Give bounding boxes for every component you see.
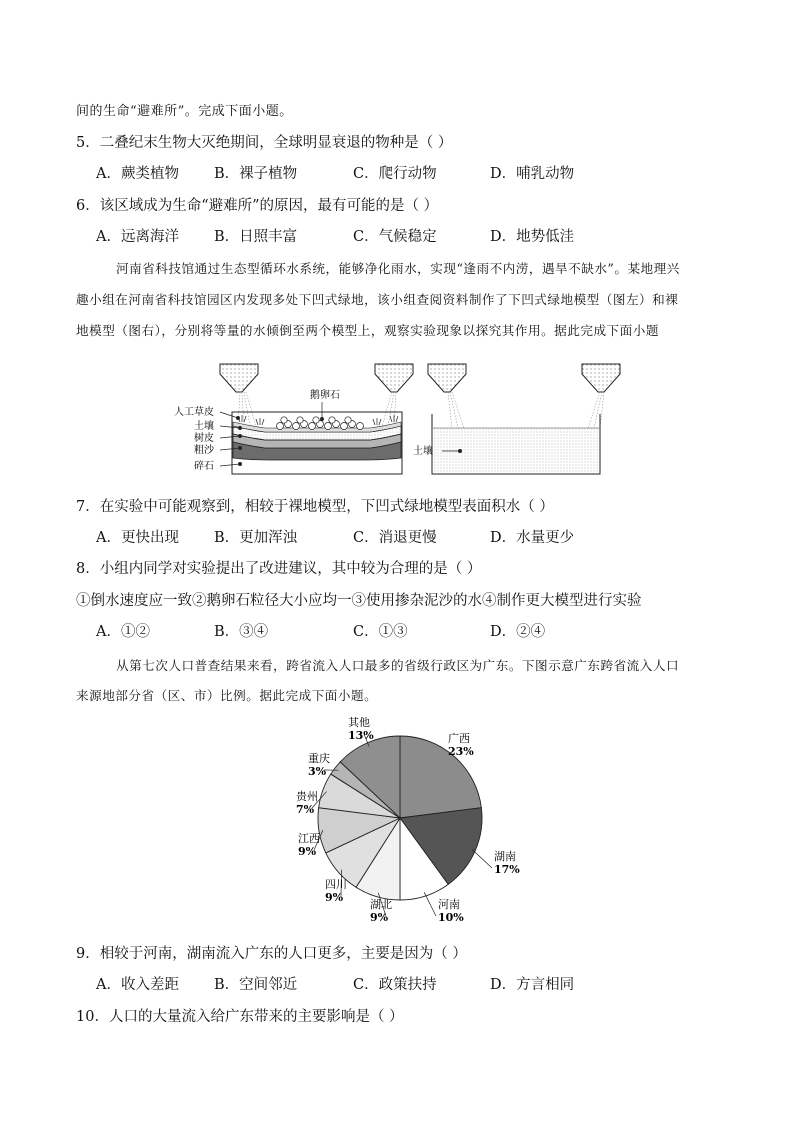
right-water-stream-2 [588, 392, 604, 428]
label-bark: 树皮 [194, 433, 214, 444]
bare-ground-model [432, 414, 600, 474]
pie-label-name-8: 其他 [348, 716, 370, 729]
q5-option-a[interactable]: A．蕨类植物 [96, 166, 179, 182]
q6-option-b[interactable]: B．日照丰富 [214, 229, 298, 245]
pie-label-name-3: 湖北 [370, 898, 392, 911]
pie-label-name-6: 贵州 [296, 790, 318, 803]
q8-suggestions: ①倒水速度应一致②鹅卵石粒径大小应均一③使用掺杂泥沙的水④制作更大模型进行实验 [76, 593, 642, 609]
pie-label-value-8: 13% [348, 729, 374, 742]
passage3-line1: 从第七次人口普查结果来看，跨省流入人口最多的省级行政区为广东。下图示意广东跨省流入人口 [116, 658, 680, 673]
pie-label-value-3: 9% [370, 911, 389, 924]
q5-option-b[interactable]: B．裸子植物 [214, 166, 298, 182]
passage2-line2: 趣小组在河南省科技馆园区内发现多处下凹式绿地，该小组查阅资料制作了下凹式绿地模型（图左）和裸 [76, 292, 679, 307]
q7-option-b[interactable]: B．更加浑浊 [214, 530, 298, 546]
q6-option-c[interactable]: C．气候稳定 [353, 229, 437, 245]
pie-label-name-2: 河南 [438, 898, 460, 911]
pie-leader-1 [472, 849, 492, 868]
q6-stem: 6．该区域成为生命“避难所”的原因，最有可能的是（ ） [76, 198, 439, 214]
passage2-line3: 地模型（图右），分别将等量的水倾倒至两个模型上，观察实验现象以探究其作用。据此完成下面小题 [76, 323, 659, 338]
experiment-models-figure [170, 356, 640, 481]
q7-option-c[interactable]: C．消退更慢 [353, 530, 437, 546]
q7-option-a[interactable]: A．更快出现 [96, 530, 179, 546]
label-soil: 土壤 [194, 421, 214, 432]
q8-option-c[interactable]: C．①③ [353, 624, 408, 640]
q9-option-a[interactable]: A．收入差距 [96, 977, 179, 993]
q9-option-b[interactable]: B．空间邻近 [214, 977, 298, 993]
concave-green-model [232, 412, 402, 474]
pie-label-value-2: 10% [438, 911, 464, 924]
q7-stem: 7．在实验中可能观察到，相较于裸地模型，下凹式绿地模型表面积水（ ） [76, 499, 554, 515]
q8-option-d[interactable]: D．②④ [490, 624, 546, 640]
label-cobble: 鹅卵石 [310, 390, 340, 401]
q7-option-d[interactable]: D．水量更少 [490, 530, 575, 546]
q9-stem: 9．相较于河南，湖南流入广东的人口更多，主要是因为（ ） [76, 946, 467, 962]
pie-leader-2 [424, 892, 436, 916]
q8-stem: 8．小组内同学对实验提出了改进建议，其中较为合理的是（ ） [76, 561, 482, 577]
pie-label-name-1: 湖南 [494, 850, 516, 863]
pie-label-value-6: 7% [296, 803, 315, 816]
pie-label-value-4: 9% [325, 891, 344, 904]
q5-stem: 5．二叠纪末生物大灭绝期间，全球明显衰退的物种是（ ） [76, 135, 453, 151]
q5-option-d[interactable]: D．哺乳动物 [490, 166, 575, 182]
middle-water-funnel-icon [375, 364, 413, 392]
left-water-stream [238, 392, 256, 426]
label-turf: 人工草皮 [174, 407, 214, 418]
pie-label-name-5: 江西 [298, 832, 320, 845]
pie-slices [318, 736, 482, 900]
right-water-stream-1 [448, 392, 464, 428]
right-water-funnel-icon-1 [428, 364, 466, 392]
q9-option-d[interactable]: D．方言相同 [490, 977, 575, 993]
passage3-line2: 来源地部分省（区、市）比例。据此完成下面小题。 [76, 688, 378, 703]
label-gravel: 碎石 [194, 461, 214, 472]
right-water-funnel-icon-2 [582, 364, 620, 392]
passage2-line1: 河南省科技馆通过生态型循环水系统，能够净化雨水，实现“逢雨不内涝，遇旱不缺水”。某地理兴 [116, 261, 680, 276]
q6-option-d[interactable]: D．地势低洼 [490, 229, 575, 245]
passage1-tail: 间的生命“避难所”。完成下面小题。 [76, 104, 293, 119]
pie-label-value-7: 3% [308, 765, 327, 778]
q9-option-c[interactable]: C．政策扶持 [353, 977, 437, 993]
label-soil-right: 土壤 [413, 446, 433, 457]
q10-stem: 10．人口的大量流入给广东带来的主要影响是（ ） [76, 1009, 404, 1025]
pie-label-value-0: 23% [448, 745, 474, 758]
pie-label-name-4: 四川 [325, 878, 347, 891]
q6-option-a[interactable]: A．远离海洋 [96, 229, 179, 245]
pie-label-value-1: 17% [494, 863, 520, 876]
q8-option-a[interactable]: A．①② [96, 624, 150, 640]
q8-option-b[interactable]: B．③④ [214, 624, 269, 640]
pie-label-name-0: 广西 [448, 732, 470, 745]
label-coarse-sand: 粗沙 [194, 445, 214, 456]
population-pie-chart [270, 712, 530, 932]
pie-label-name-7: 重庆 [308, 752, 330, 765]
q5-option-c[interactable]: C．爬行动物 [353, 166, 437, 182]
left-water-funnel-icon [220, 364, 258, 392]
pie-label-value-5: 9% [298, 845, 317, 858]
